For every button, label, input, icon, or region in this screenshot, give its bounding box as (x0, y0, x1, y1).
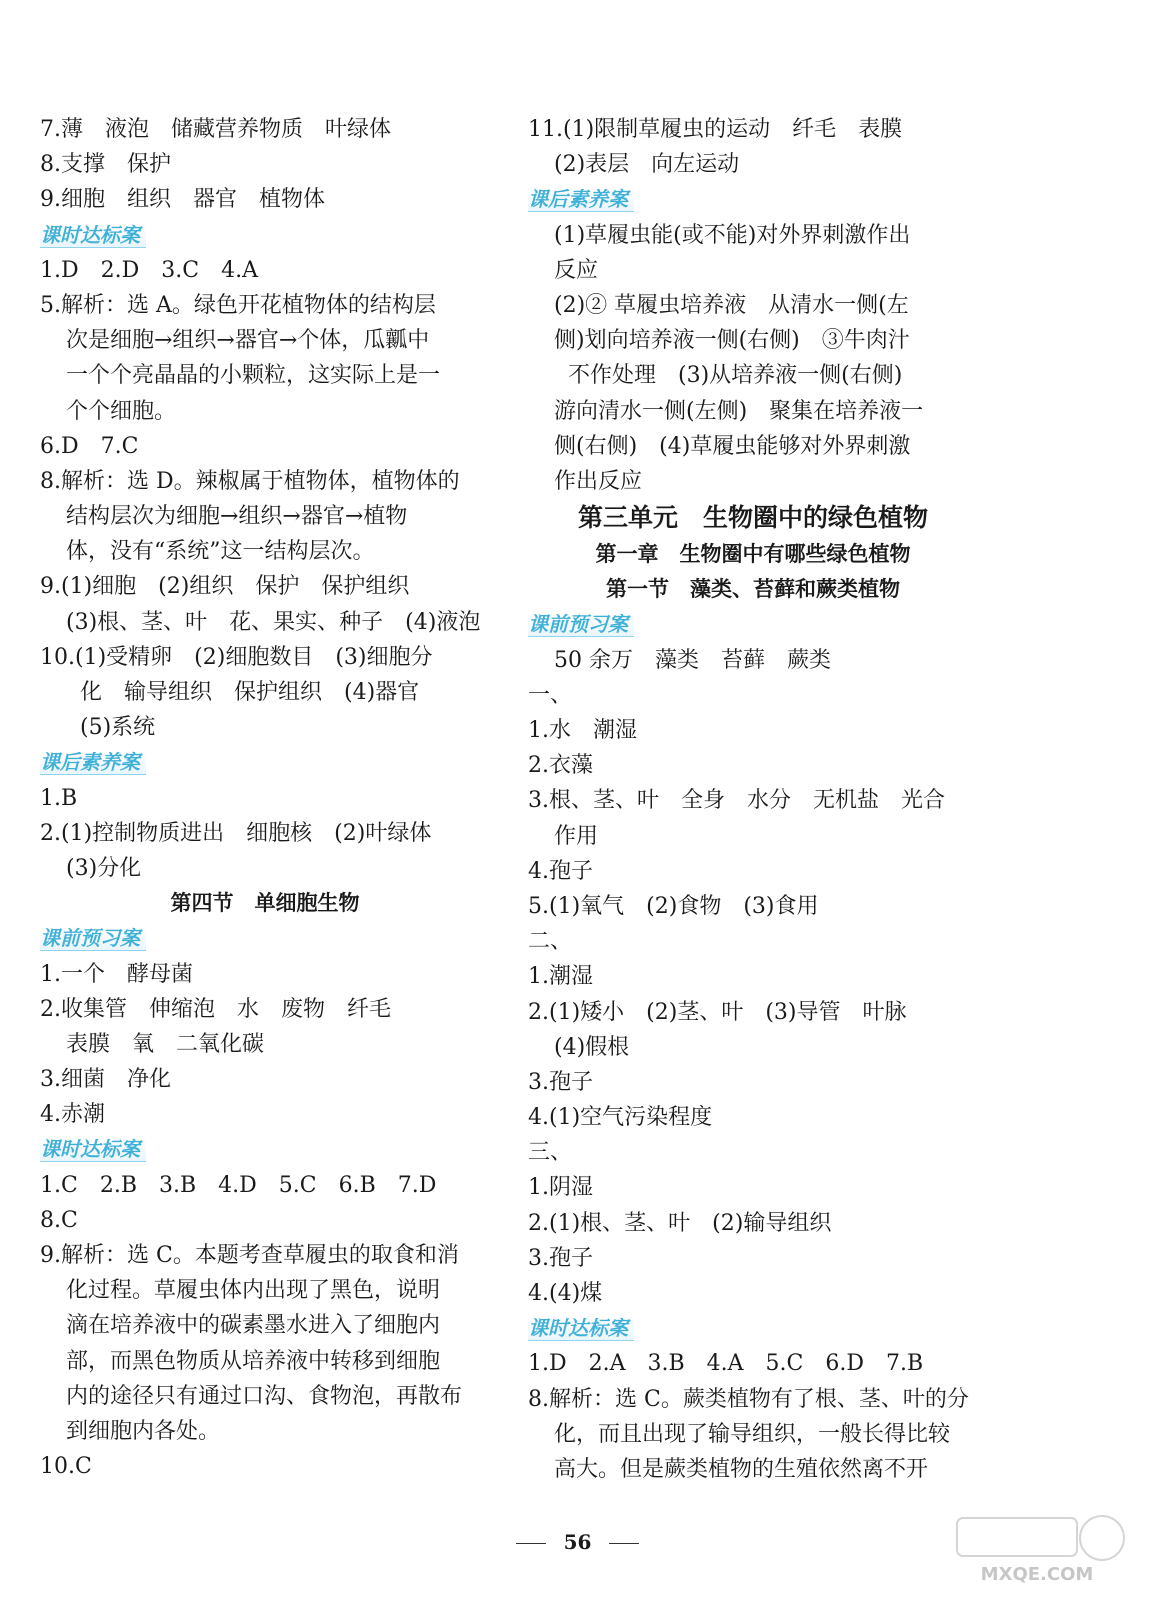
answer-line: 8.解析：选 C。蕨类植物有了根、茎、叶的分 (528, 1386, 969, 1412)
section-label-text: 课后素养案 (528, 187, 634, 212)
answer-line-continued: 作出反应 (554, 468, 643, 494)
answer-line: 4.赤潮 (40, 1102, 105, 1128)
footer-dash-right (609, 1543, 639, 1544)
section-label (40, 921, 490, 956)
section-label (40, 218, 490, 253)
answer-line: 二、 (528, 929, 573, 955)
answer-line-continued: 次是细胞→组织→器官→个体，瓜瓤中 (66, 328, 430, 354)
answer-line: 1.水 潮湿 (528, 718, 637, 743)
answer-line-continued: 化 输导组织 保护组织 (4)器官 (80, 680, 420, 705)
answer-line: 8.支撑 保护 (40, 152, 171, 178)
answer-line: 3.根、茎、叶 全身 水分 无机盐 光合 (528, 788, 945, 814)
answer-line: 5.(1)氧气 (2)食物 (3)食用 (528, 893, 819, 919)
answer-line-continued: (2)表层 向左运动 (554, 152, 740, 178)
answer-line: 6.D 7.C (40, 433, 139, 459)
answer-line-continued: (2)② 草履虫培养液 从清水一侧(左 (554, 292, 909, 318)
answer-line: 8.解析：选 D。辣椒属于植物体，植物体的 (40, 468, 460, 494)
answer-line: 2.(1)根、茎、叶 (2)输导组织 (528, 1210, 832, 1236)
answer-line-continued: 结构层次为细胞→组织→器官→植物 (66, 504, 408, 530)
answer-line-continued: 表膜 氧 二氧化碳 (66, 1031, 265, 1057)
answer-line-continued: 个个细胞。 (66, 398, 177, 424)
answer-line: 4.孢子 (528, 858, 593, 884)
answer-line-continued: 侧)划向培养液一侧(右侧) ③牛肉汁 (554, 328, 910, 354)
answer-line-continued: 化，而且出现了输导组织，一般长得比较 (554, 1421, 951, 1447)
answer-line-continued: (4)假根 (554, 1034, 630, 1060)
section-label-text: 课后素养案 (40, 750, 146, 775)
answer-line: 5.解析：选 A。绿色开花植物体的结构层 (40, 292, 436, 318)
answer-line: 1.D 2.A 3.B 4.A 5.C 6.D 7.B (528, 1351, 924, 1377)
answer-line-continued: 化过程。草履虫体内出现了黑色，说明 (66, 1278, 441, 1304)
answer-line: 9.(1)细胞 (2)组织 保护 保护组织 (40, 574, 410, 600)
answer-line: 3.孢子 (528, 1245, 593, 1271)
answer-line-continued: (1)草履虫能(或不能)对外界刺激作出 (554, 222, 911, 248)
answer-line: 3.细菌 净化 (40, 1067, 171, 1093)
answer-line-continued: 侧(右侧) (4)草履虫能够对外界刺激 (554, 433, 911, 459)
answer-line-continued: 到细胞内各处。 (66, 1418, 221, 1444)
answer-line-continued: 部，而黑色物质从培养液中转移到细胞 (66, 1348, 441, 1374)
footer-dash-left (516, 1543, 546, 1544)
answer-line-continued: 体，没有“系统”这一结构层次。 (66, 539, 375, 565)
answer-line: 2.收集管 伸缩泡 水 废物 纤毛 (40, 996, 391, 1022)
section-label-text: 课时达标案 (40, 223, 146, 248)
answer-line: 3.孢子 (528, 1069, 593, 1095)
section-label (528, 1311, 978, 1346)
answer-line-continued: 作用 (554, 823, 599, 849)
left-column (40, 112, 490, 1484)
watermark-text: MXQE.COM (980, 1564, 1094, 1585)
answer-line: 1.一个 酵母菌 (40, 961, 193, 987)
answer-line-continued: (3)分化 (66, 855, 142, 881)
answer-line: 2.衣藻 (528, 753, 593, 779)
chapter-heading: 第一章 生物圈中有哪些绿色植物 (595, 542, 911, 567)
section-label-text: 课前预习案 (40, 926, 146, 951)
answer-line: 11.(1)限制草履虫的运动 纤毛 表膜 (528, 117, 903, 142)
watermark-logo (937, 1508, 1137, 1588)
answer-line: 2.(1)矮小 (2)茎、叶 (3)导管 叶脉 (528, 999, 907, 1025)
section-heading: 第一节 藻类、苔藓和蕨类植物 (606, 577, 900, 602)
answer-line: 10.C (40, 1454, 92, 1480)
answer-line: 2.(1)控制物质进出 细胞核 (2)叶绿体 (40, 820, 432, 846)
answer-line-continued: 内的途径只有通过口沟、食物泡，再散布 (66, 1383, 463, 1409)
section-label (40, 745, 490, 780)
answer-line: 一、 (528, 682, 573, 708)
answer-line: 9.解析：选 C。本题考查草履虫的取食和消 (40, 1243, 459, 1268)
section-heading: 第四节 单细胞生物 (170, 891, 360, 916)
section-label (528, 607, 978, 642)
right-column (528, 112, 978, 1487)
answer-line: 1.阴湿 (528, 1175, 593, 1201)
answer-line-continued: 不作处理 (3)从培养液一侧(右侧) (568, 363, 903, 389)
answer-line: 10.(1)受精卵 (2)细胞数目 (3)细胞分 (40, 644, 433, 670)
answer-line: 1.C 2.B 3.B 4.D 5.C 6.B 7.D (40, 1172, 437, 1198)
section-label (40, 1132, 490, 1167)
answer-line-continued: 50 余万 藻类 苔藓 蕨类 (554, 647, 831, 673)
answer-line-continued: 高大。但是蕨类植物的生殖依然离不开 (554, 1456, 929, 1482)
section-label (528, 182, 978, 217)
answer-line: 8.C (40, 1207, 78, 1233)
answer-line: 三、 (528, 1140, 573, 1166)
answer-line-continued: (3)根、茎、叶 花、果实、种子 (4)液泡 (66, 609, 481, 635)
page-number: 56 (563, 1530, 592, 1554)
answer-line-continued: 游向清水一侧(左侧) 聚集在培养液一 (554, 398, 924, 424)
answer-line: 4.(1)空气污染程度 (528, 1105, 713, 1131)
section-label-text: 课前预习案 (528, 612, 634, 637)
answer-line-continued: 反应 (554, 257, 599, 283)
answer-line: 4.(4)煤 (528, 1281, 603, 1306)
answer-line: 9.细胞 组织 器官 植物体 (40, 187, 325, 213)
answer-line: 1.B (40, 785, 78, 811)
answer-line-continued: 一个个亮晶晶的小颗粒，这实际上是一 (66, 363, 441, 389)
answer-line: 1.潮湿 (528, 964, 593, 990)
unit-heading: 第三单元 生物圈中的绿色植物 (577, 503, 928, 533)
answer-line: 7.薄 液泡 储藏营养物质 叶绿体 (40, 117, 391, 142)
section-label-text: 课时达标案 (528, 1316, 634, 1341)
answer-line-continued: 滴在培养液中的碳素墨水进入了细胞内 (66, 1313, 441, 1339)
answer-line: 1.D 2.D 3.C 4.A (40, 257, 258, 283)
answer-line-continued: (5)系统 (80, 715, 156, 741)
section-label-text: 课时达标案 (40, 1137, 146, 1162)
